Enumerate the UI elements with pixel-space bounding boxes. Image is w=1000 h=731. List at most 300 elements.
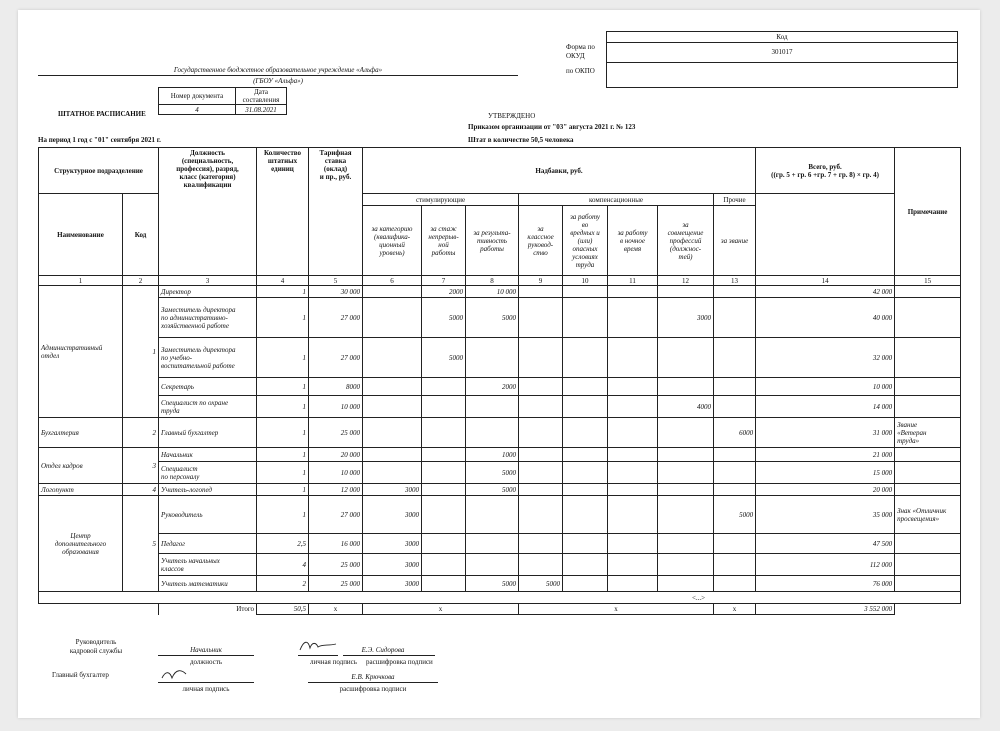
table-row: [39, 448, 961, 462]
sub-header-10-line: (или): [577, 236, 593, 245]
note-cell-line: просвещения»: [897, 514, 940, 523]
classroom-allowance-cell: [519, 338, 563, 378]
rate-cell: 25 000: [309, 418, 363, 448]
dept-code: 5: [123, 496, 159, 592]
sub-header-6-line: (квалифика-: [373, 232, 411, 241]
table-row: [39, 462, 961, 484]
rate-cell: 12 000: [309, 484, 363, 496]
dept-name-line: Административный: [41, 343, 103, 352]
classroom-allowance-cell: [519, 554, 563, 576]
acc-decode-caption: расшифровка подписи: [339, 685, 407, 693]
count-cell: 1: [257, 484, 309, 496]
table-row: [39, 338, 961, 378]
rate-cell: 10 000: [309, 396, 363, 418]
org-name: Государственное бюджетное образовательное учреждение «Альфа»: [173, 66, 383, 74]
position-cell-line: Специалист: [161, 464, 198, 473]
column-number: 15: [895, 276, 961, 286]
classroom-allowance-cell: [519, 418, 563, 448]
position-cell-line: по персоналу: [161, 472, 200, 481]
dept-name-line: Логопункт: [41, 485, 74, 494]
accountant-label: Главный бухгалтер: [52, 671, 109, 679]
night-allowance-cell: [608, 286, 658, 298]
org-underline: [38, 75, 518, 76]
table-row: [39, 286, 961, 298]
position-cell-line: Секретарь: [161, 382, 194, 391]
combination-allowance-cell: [658, 448, 714, 462]
category-allowance-cell: [363, 396, 422, 418]
position-cell-line: труда: [161, 406, 180, 415]
doc-number-label: Номер документа: [159, 88, 236, 105]
acc-sign-line: [158, 682, 254, 683]
name-header: Наименование: [39, 194, 123, 276]
night-allowance-cell: [608, 378, 658, 396]
rate-cell: 27 000: [309, 298, 363, 338]
seniority-allowance-cell: [422, 462, 466, 484]
combination-allowance-cell: [658, 484, 714, 496]
sub-header-8-line: работы: [480, 244, 504, 253]
classroom-allowance-cell: [519, 496, 563, 534]
hr-name: Е.Э. Сидорова: [361, 646, 405, 654]
classroom-allowance-cell: [519, 534, 563, 554]
count-cell: 1: [257, 298, 309, 338]
title-allowance-cell: [714, 298, 756, 338]
title-allowance-cell: 6000: [714, 418, 756, 448]
night-allowance-cell: [608, 338, 658, 378]
performance-allowance-cell: [466, 554, 519, 576]
sub-header-10-line: вредных и: [570, 228, 600, 237]
row-total-cell: 32 000: [756, 338, 895, 378]
position-header-line: Должность: [190, 149, 226, 157]
column-number: 8: [466, 276, 519, 286]
note-cell: [895, 448, 961, 462]
rate-cell: 25 000: [309, 576, 363, 592]
sub-header-7-line: ной: [438, 240, 449, 249]
hr-label-2: кадровой службы: [69, 647, 123, 655]
note-cell: [895, 534, 961, 554]
position-header-line: квалификации: [183, 181, 232, 189]
table-row: [39, 418, 961, 448]
combination-allowance-cell: 4000: [658, 396, 714, 418]
night-allowance-cell: [608, 576, 658, 592]
rate-header: [309, 148, 363, 276]
table-row: [39, 396, 961, 418]
sub-header-6-line: за категорию: [371, 224, 413, 233]
doc-date: 31.08.2021: [236, 105, 287, 115]
position-cell: [159, 396, 257, 418]
dept-code: 2: [123, 418, 159, 448]
sub-header-7-line: работы: [431, 248, 456, 257]
dept-name: [39, 448, 123, 484]
dept-name-line: образования: [62, 547, 99, 556]
category-allowance-cell: 3000: [363, 496, 422, 534]
category-allowance-cell: [363, 286, 422, 298]
hazard-allowance-cell: [563, 448, 608, 462]
rate-header-line: (оклад): [323, 165, 348, 173]
row-total-cell: 14 000: [756, 396, 895, 418]
note-cell-line: «Ветеран: [897, 428, 927, 437]
combination-allowance-cell: 3000: [658, 298, 714, 338]
total-header: [756, 148, 895, 194]
classroom-allowance-cell: [519, 484, 563, 496]
performance-allowance-cell: 5000: [466, 576, 519, 592]
count-cell: 1: [257, 396, 309, 418]
combination-allowance-cell: [658, 496, 714, 534]
count-header-line: Количество: [264, 149, 302, 157]
position-cell: [159, 298, 257, 338]
allowances-header: Надбавки, руб.: [363, 148, 756, 194]
codes-header: Код: [776, 33, 788, 41]
position-cell-line: воспитательной работе: [161, 361, 235, 370]
staff-count: Штат в количестве 50,5 человека: [468, 136, 574, 144]
column-number: 12: [658, 276, 714, 286]
dept-name-line: отдел: [41, 351, 60, 360]
dept-code: 4: [123, 484, 159, 496]
rate-cell: 27 000: [309, 338, 363, 378]
note-cell-line: Звание: [897, 420, 918, 429]
position-cell-line: Заместитель директора: [161, 345, 236, 354]
sub-header-12-line: тей): [678, 252, 693, 261]
title-allowance-cell: [714, 576, 756, 592]
category-allowance-cell: 3000: [363, 484, 422, 496]
seniority-allowance-cell: 2000: [422, 286, 466, 298]
seniority-allowance-cell: [422, 496, 466, 534]
org-short: (ГБОУ «Альфа»): [253, 77, 303, 85]
seniority-allowance-cell: [422, 396, 466, 418]
note-cell: [895, 338, 961, 378]
hazard-allowance-cell: [563, 534, 608, 554]
combination-allowance-cell: [658, 554, 714, 576]
sub-header-10-line: во: [581, 220, 589, 229]
sub-header-11: [608, 206, 658, 276]
column-number: 2: [123, 276, 159, 286]
position-cell: [159, 496, 257, 534]
note-cell-line: труда»: [897, 436, 920, 445]
category-allowance-cell: [363, 378, 422, 396]
hr-name-line: [343, 655, 435, 656]
document-sheet: [18, 10, 980, 718]
count-cell: 1: [257, 462, 309, 484]
sub-header-10-line: опасных: [572, 244, 598, 253]
hr-label-1: Руководитель: [75, 638, 117, 646]
row-total-cell: 42 000: [756, 286, 895, 298]
note-cell: [895, 576, 961, 592]
hr-signature-mark: [298, 638, 338, 654]
doc-meta-table: [158, 87, 287, 115]
note-cell: [895, 418, 961, 448]
approved-label: УТВЕРЖДЕНО: [488, 112, 536, 120]
combination-allowance-cell: [658, 338, 714, 378]
combination-allowance-cell: [658, 576, 714, 592]
position-header-line: класс (категория): [179, 173, 236, 181]
sub-header-8: [466, 206, 519, 276]
hr-position: Начальник: [190, 646, 222, 654]
rate-cell: 20 000: [309, 448, 363, 462]
seniority-allowance-cell: [422, 484, 466, 496]
totals-label: Итого: [159, 604, 257, 615]
totals-x-comp: х: [519, 604, 714, 615]
sub-header-13: [714, 206, 756, 276]
note-header: Примечание: [895, 148, 961, 276]
performance-allowance-cell: [466, 338, 519, 378]
count-cell: 1: [257, 418, 309, 448]
row-total-cell: 40 000: [756, 298, 895, 338]
title-allowance-cell: [714, 448, 756, 462]
count-header: [257, 148, 309, 276]
seniority-allowance-cell: [422, 554, 466, 576]
rate-cell: 10 000: [309, 462, 363, 484]
position-cell-line: Главный бухгалтер: [161, 428, 219, 437]
count-cell: 2: [257, 576, 309, 592]
title-allowance-cell: 5000: [714, 496, 756, 534]
row-total-cell: 35 000: [756, 496, 895, 534]
classroom-allowance-cell: 5000: [519, 576, 563, 592]
seniority-allowance-cell: [422, 576, 466, 592]
hazard-allowance-cell: [563, 462, 608, 484]
sub-header-12-line: за: [682, 220, 689, 229]
dept-name-line: дополнительного: [54, 539, 107, 548]
position-cell: [159, 338, 257, 378]
position-cell-line: Учитель начальных: [161, 556, 220, 565]
forma-okud-label: Форма по ОКУД: [566, 43, 595, 60]
performance-allowance-cell: 2000: [466, 378, 519, 396]
position-cell: [159, 378, 257, 396]
sub-header-9-line: за: [537, 224, 544, 233]
count-cell: 1: [257, 496, 309, 534]
totals-note-blank: [895, 604, 961, 615]
night-allowance-cell: [608, 448, 658, 462]
count-cell: 1: [257, 378, 309, 396]
column-number: 7: [422, 276, 466, 286]
dept-name: [39, 418, 123, 448]
table-row: [39, 484, 961, 496]
count-cell: 4: [257, 554, 309, 576]
rate-cell: 27 000: [309, 496, 363, 534]
period-label: На период 1 год с "01" сентября 2021 г.: [38, 136, 161, 144]
count-cell: 1: [257, 286, 309, 298]
stim-header: стимулирующие: [363, 194, 519, 206]
hazard-allowance-cell: [563, 396, 608, 418]
doc-date-label: Дата составления: [236, 88, 287, 105]
total-header-line: Всего, руб.: [808, 162, 842, 171]
approval-order: Приказом организации от "03" августа 2021 г. № 123: [468, 123, 636, 131]
category-allowance-cell: [363, 298, 422, 338]
hazard-allowance-cell: [563, 496, 608, 534]
position-cell-line: Заместитель директора: [161, 305, 236, 314]
column-number: 5: [309, 276, 363, 286]
night-allowance-cell: [608, 554, 658, 576]
position-cell-line: Директор: [161, 287, 191, 296]
hazard-allowance-cell: [563, 378, 608, 396]
totals-row: [39, 604, 961, 615]
position-cell: [159, 286, 257, 298]
sub-header-11-line: за работу: [617, 228, 648, 237]
sub-header-8-line: тивность: [477, 236, 507, 245]
sub-header-12: [658, 206, 714, 276]
hazard-allowance-cell: [563, 554, 608, 576]
category-allowance-cell: [363, 462, 422, 484]
night-allowance-cell: [608, 298, 658, 338]
sub-header-11-line: в ночное: [620, 236, 646, 245]
classroom-allowance-cell: [519, 286, 563, 298]
classroom-allowance-cell: [519, 378, 563, 396]
performance-allowance-cell: 5000: [466, 462, 519, 484]
sub-header-9-line: классное: [527, 232, 554, 241]
okpo-label: по ОКПО: [566, 67, 595, 75]
rate-cell: 30 000: [309, 286, 363, 298]
performance-allowance-cell: [466, 496, 519, 534]
sub-header-10: [563, 206, 608, 276]
position-header-line: профессия), разряд,: [176, 165, 239, 173]
classroom-allowance-cell: [519, 396, 563, 418]
count-cell: 1: [257, 448, 309, 462]
acc-name-line: [308, 682, 438, 683]
hazard-allowance-cell: [563, 286, 608, 298]
row-total-cell: 21 000: [756, 448, 895, 462]
title-allowance-cell: [714, 396, 756, 418]
accountant-signature-mark: [160, 666, 190, 682]
dept-code: 1: [123, 286, 159, 418]
sub-header-6: [363, 206, 422, 276]
totals-x-other: х: [714, 604, 756, 615]
sub-header-7-line: непрерыв-: [428, 232, 459, 241]
sub-header-12-line: профессий: [669, 236, 702, 245]
header-row-1: [39, 148, 961, 194]
note-cell: [895, 298, 961, 338]
column-number: 14: [756, 276, 895, 286]
total-header-blank: [756, 194, 895, 276]
position-cell: [159, 534, 257, 554]
column-number: 10: [563, 276, 608, 286]
note-cell: [895, 462, 961, 484]
dept-name: [39, 484, 123, 496]
sub-header-9: [519, 206, 563, 276]
seniority-allowance-cell: [422, 378, 466, 396]
category-allowance-cell: 3000: [363, 554, 422, 576]
sub-header-10-line: труда: [575, 260, 595, 269]
table-row: [39, 378, 961, 396]
dept-name: [39, 496, 123, 592]
column-number: 4: [257, 276, 309, 286]
accountant-name: Е.В. Крючкова: [351, 673, 395, 681]
position-cell: [159, 462, 257, 484]
doc-number: 4: [159, 105, 236, 115]
totals-x-rate: х: [309, 604, 363, 615]
combination-allowance-cell: [658, 534, 714, 554]
seniority-allowance-cell: 5000: [422, 298, 466, 338]
count-cell: 1: [257, 338, 309, 378]
grand-total: 3 552 000: [756, 604, 895, 615]
position-cell: [159, 418, 257, 448]
hr-position-caption: должность: [189, 658, 223, 666]
row-total-cell: 112 000: [756, 554, 895, 576]
sub-header-9-line: руковод-: [527, 240, 554, 249]
hr-decode-caption: расшифровка подписи: [366, 658, 433, 666]
sub-header-6-line: уровень): [379, 248, 405, 257]
combination-allowance-cell: [658, 462, 714, 484]
position-cell-line: Учитель математики: [161, 579, 228, 588]
performance-allowance-cell: [466, 396, 519, 418]
acc-sign-caption: личная подпись: [182, 685, 230, 693]
hr-position-line: [158, 655, 254, 656]
combination-allowance-cell: [658, 418, 714, 448]
sub-header-11-line: время: [623, 244, 642, 253]
note-cell: [895, 286, 961, 298]
category-allowance-cell: 3000: [363, 534, 422, 554]
hazard-allowance-cell: [563, 418, 608, 448]
dept-code: 3: [123, 448, 159, 484]
position-cell: [159, 576, 257, 592]
column-number: 1: [39, 276, 123, 286]
night-allowance-cell: [608, 496, 658, 534]
sub-header-8-line: за результа-: [473, 228, 511, 237]
night-allowance-cell: [608, 396, 658, 418]
rate-header-line: ставка: [324, 157, 347, 165]
totals-count: 50,5: [257, 604, 309, 615]
title-allowance-cell: [714, 554, 756, 576]
category-allowance-cell: [363, 448, 422, 462]
position-cell: [159, 484, 257, 496]
comp-header: компенсационные: [519, 194, 714, 206]
title-allowance-cell: [714, 286, 756, 298]
row-total-cell: 10 000: [756, 378, 895, 396]
category-allowance-cell: [363, 338, 422, 378]
total-header-line: ((гр. 5 + гр. 6 +гр. 7 + гр. 8) × гр. 4): [771, 170, 879, 179]
ellipsis-cell: <...>: [39, 592, 961, 604]
position-header: [159, 148, 257, 276]
table-row: [39, 298, 961, 338]
title-allowance-cell: [714, 338, 756, 378]
note-cell: [895, 496, 961, 534]
hazard-allowance-cell: [563, 484, 608, 496]
codes-box: [606, 31, 958, 88]
title-allowance-cell: [714, 462, 756, 484]
sub-header-9-line: ство: [533, 248, 548, 257]
column-number: 13: [714, 276, 756, 286]
hazard-allowance-cell: [563, 338, 608, 378]
note-cell: [895, 554, 961, 576]
sub-header-10-line: за работу: [570, 212, 600, 221]
rate-cell: 16 000: [309, 534, 363, 554]
column-number-row: [39, 276, 961, 286]
sub-header-12-line: (должнос-: [669, 244, 702, 253]
okud-code: 301017: [771, 48, 793, 56]
dept-name: [39, 286, 123, 418]
hazard-allowance-cell: [563, 576, 608, 592]
category-allowance-cell: 3000: [363, 576, 422, 592]
row-total-cell: 47 500: [756, 534, 895, 554]
seniority-allowance-cell: [422, 534, 466, 554]
position-cell-line: классов: [161, 564, 184, 573]
performance-allowance-cell: [466, 418, 519, 448]
count-cell: 2,5: [257, 534, 309, 554]
staffing-table: [38, 147, 961, 615]
sub-header-10-line: условиях: [572, 252, 598, 261]
category-allowance-cell: [363, 418, 422, 448]
rate-cell: 8000: [309, 378, 363, 396]
performance-allowance-cell: 5000: [466, 484, 519, 496]
hr-sign-line: [298, 655, 338, 656]
column-number: 11: [608, 276, 658, 286]
sub-header-13-line: за звание: [720, 236, 749, 245]
row-total-cell: 76 000: [756, 576, 895, 592]
row-total-cell: 20 000: [756, 484, 895, 496]
combination-allowance-cell: [658, 286, 714, 298]
rate-cell: 25 000: [309, 554, 363, 576]
night-allowance-cell: [608, 418, 658, 448]
column-number: 6: [363, 276, 422, 286]
code-header: Код: [123, 194, 159, 276]
column-number: 9: [519, 276, 563, 286]
